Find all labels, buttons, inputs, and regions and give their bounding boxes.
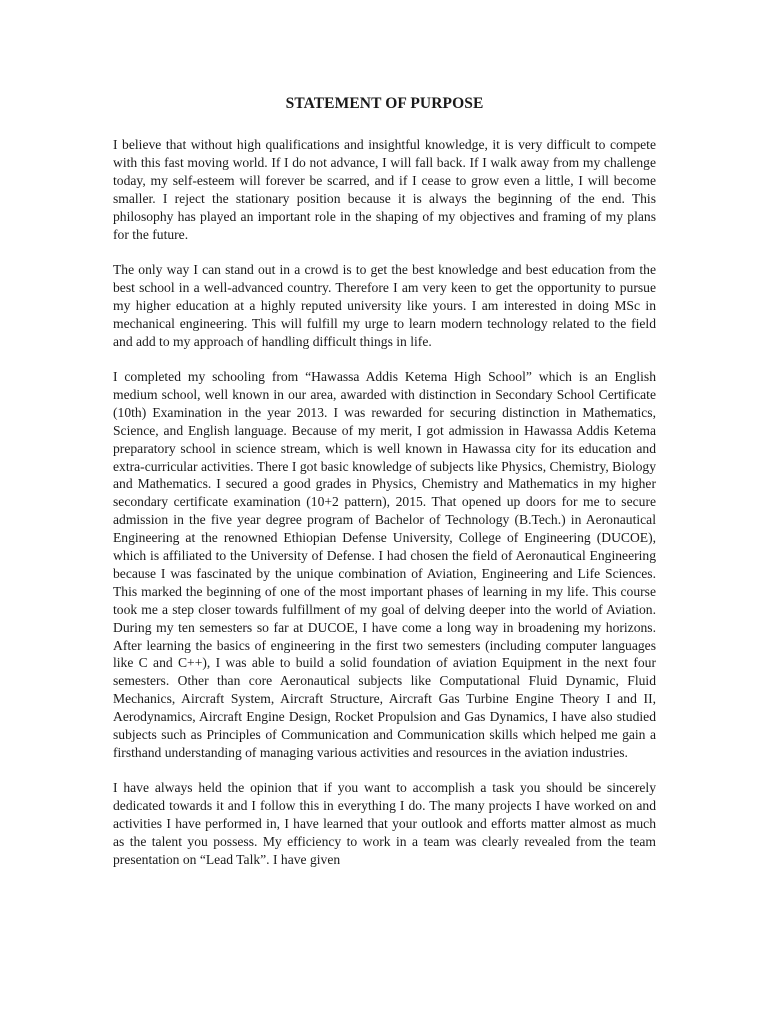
paragraph-motivation: The only way I can stand out in a crowd is to get the best knowledge and best education from the best school in a well-advanced country. Therefore I am very keen to get the opportunity to pursue my higher education at a highly reputed university like yours. I am interested in doing MSc in mechanical engineering. This will fulfill my urge to learn modern technology related to the field and add to my approach of handling difficult things in life. — [113, 261, 656, 349]
document-title: STATEMENT OF PURPOSE — [285, 95, 484, 112]
paragraph-intro: I believe that without high qualifications and insightful knowledge, it is very difficult to compete with this fast moving world. If I do not advance, I will fall back. If I walk away from my challenge today, my self-esteem will forever be scarred, and if I cease to grow even a little, I will become smaller. I reject the stationary position because it is always the beginning of the end. This philosophy has played an important role in the shaping of my objectives and framing of my plans for the future. — [113, 137, 656, 242]
paragraph-education: I completed my schooling from “Hawassa Addis Ketema High School” which is an English medium school, well known in our area, awarded with distinction in Secondary School Certificate (10th) Examination in the year 2013. I was rewarded for securing distinction in Mathematics, Science, and English language. Because of my merit, I got admission in Hawassa Addis Ketema preparatory school in science stream, which is well known in Hawassa city for its education and extra-curricular activities. There I got basic knowledge of subjects like Physics, Chemistry, Biology and Mathematics. I secured a good grades in Physics, Chemistry and Mathematics in my higher secondary certificate examination (10+2 pattern), 2015. That opened up doors for me to secure admission in the five year degree program of Bachelor of Technology (B.Tech.) in Aeronautical Engineering at the renowned Ethiopian Defense University, College of Engineering (DUCOE), which is affiliated to the University of Defense. I had chosen the field of Aeronautical Engineering because I was fascinated by the unique combination of Aviation, Engineering and Life Sciences. This marked the beginning of one of the most important phases of learning in my life. This course took me a step closer towards fulfillment of my goal of delving deeper into the world of Aviation. During my ten semesters so far at DUCOE, I have come a long way in broadening my horizons. After learning the basics of engineering in the first two semesters (including computer languages like C and C++), I was able to build a solid foundation of aviation Equipment in the next four semesters. Other than core Aeronautical subjects like Computational Fluid Dynamic, Fluid Mechanics, Aircraft System, Aircraft Structure, Aircraft Gas Turbine Engine Theory I and II, Aerodynamics, Aircraft Engine Design, Rocket Propulsion and Gas Dynamics, I have also studied subjects such as Principles of Communication and Communication skills which helped me gain a firsthand understanding of managing various activities and resources in the aviation industries. — [113, 368, 656, 760]
paragraph-teamwork: I have always held the opinion that if you want to accomplish a task you should be sincerely dedicated towards it and I follow this in everything I do. The many projects I have worked on and activities I have performed in, I have learned that your outlook and efforts matter almost as much as the talent you possess. My efficiency to work in a team was clearly revealed from the team presentation on “Lead Talk”. I have given — [113, 780, 656, 868]
document-page — [113, 94, 656, 886]
